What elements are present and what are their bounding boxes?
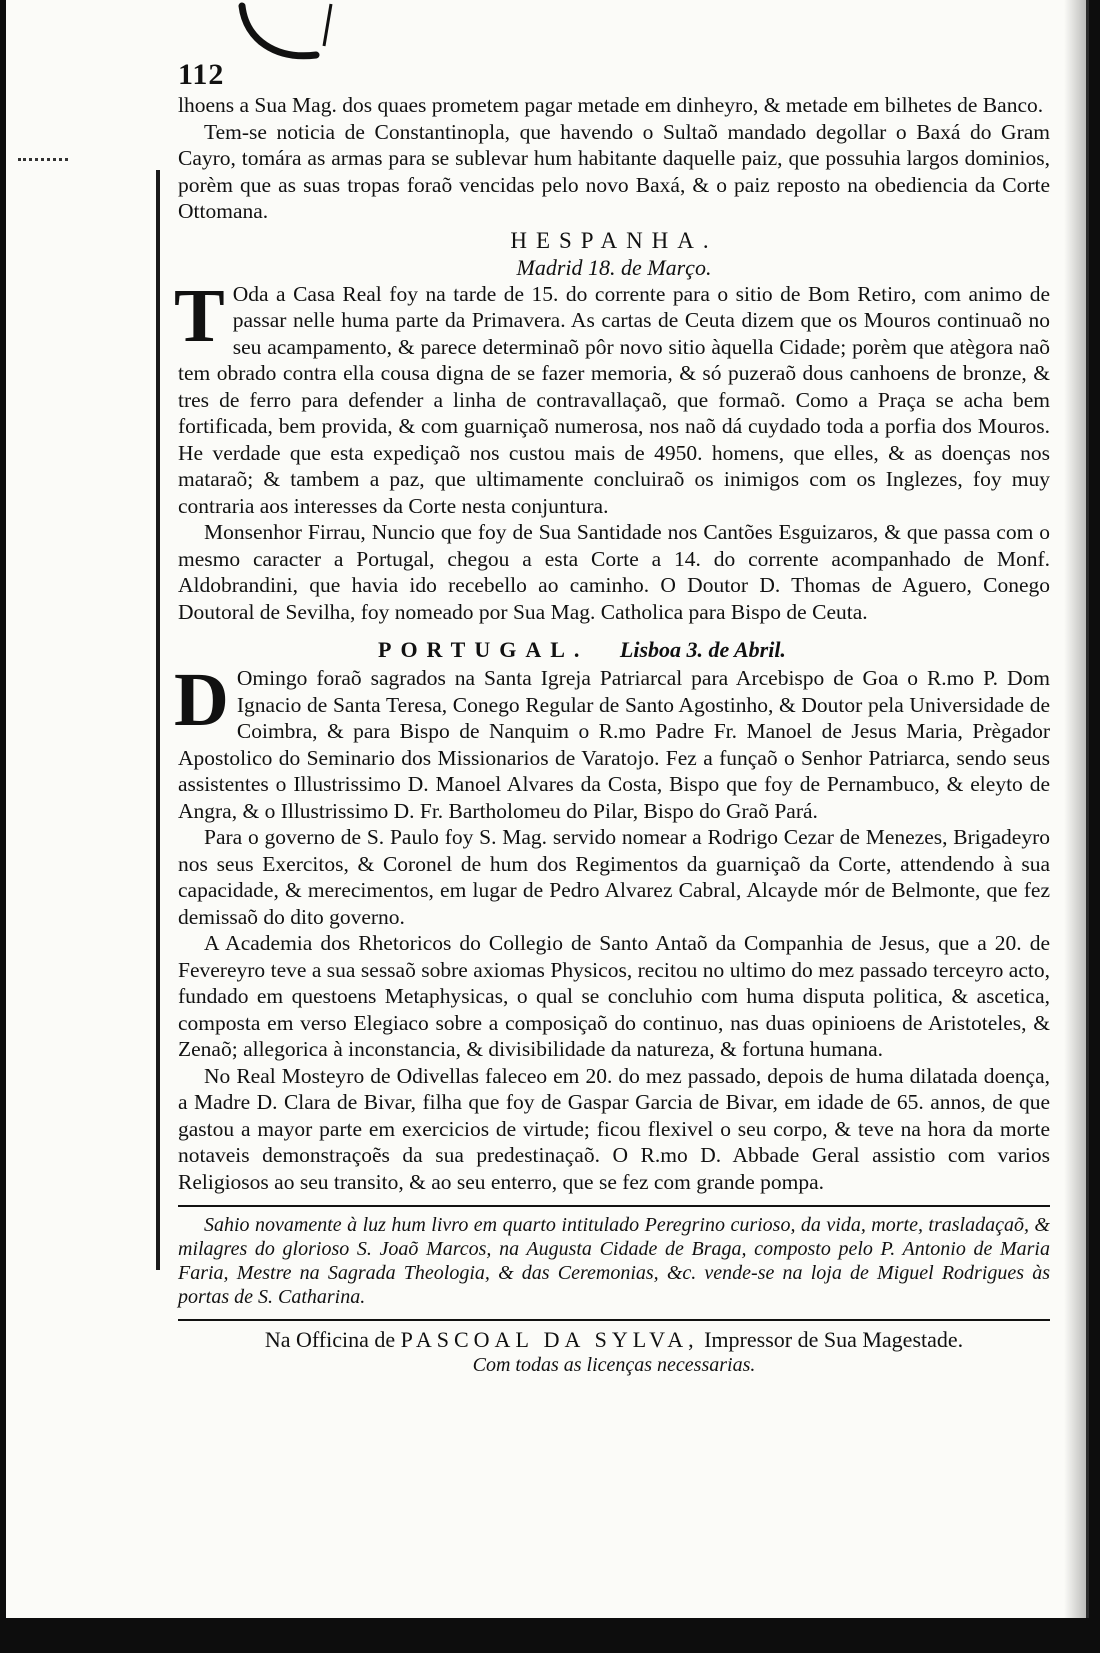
paragraph-portugal-2: Para o governo de S. Paulo foy S. Mag. servido nomear a Rodrigo Cezar de Menezes, Brigadeyro nos seus Exercitos, & Coronel de hum dos Regimentos da guarniçaõ da Corte, attendendo à sua capacidade, & merecimentos, em lugar de Pedro Alvarez Cabral, Alcayde mór de Belmonte, que fez demissaõ do dito governo. [178,825,1050,929]
scan-shadow [1064,0,1086,1618]
section-heading-row-portugal [178,635,1050,665]
section-heading-hespanha: HESPANHA. [510,227,718,253]
dropcap-t: T [174,273,225,358]
paragraph-portugal-1 [174,658,1050,824]
section-heading-portugal: PORTUGAL. [378,637,589,662]
newspaper-page [6,0,1089,1618]
paragraph-intro: lhoens a Sua Mag. dos quaes prometem pagar metade em dinheyro, & metade em bilhetes de Banco. [178,93,1044,117]
page-number: 112 [178,58,225,91]
dateline-lisboa: Lisboa 3. de Abril. [619,637,786,662]
margin-rule [156,170,160,1270]
imprint [178,1327,1050,1353]
divider-rule-2 [178,1319,1050,1321]
paragraph-portugal-1-text: Omingo foraõ sagrados na Santa Igreja Patriarcal para Arcebispo de Goa o R.mo P. Dom Ignacio de Santa Teresa, Conego Regular de Santo Agostinho, & Doutor pela Universidade de Coimbra, & para Bispo de Nanquim o R.mo Padre Fr. Manoel de Jesus Maria, Prègador Apostolico do Seminario dos Missionarios de Varatojo. Fez a funçaõ o Senhor Patriarca, sendo seus assistentes o Illustrissimo D. Manoel Alvares da Costa, Bispo que foy de Pernambuco, & eleyto de Angra, & o Illustrissimo D. Fr. Bartholomeu do Pilar, Bispo do Graõ Pará. [178,666,1050,823]
paragraph-constantinopla: Tem-se noticia de Constantinopla, que havendo o Sultaõ mandado degollar o Baxá do Gram Cayro, tomára as armas para se sublevar hum habitante daquelle paiz, que possuhia largos dominios, porèm que as suas tropas foraõ vencidas pelo novo Baxá, & o paiz reposto na obediencia da Corte Ottomana. [178,119,1050,223]
dateline-madrid: Madrid 18. de Março. [516,254,712,280]
imprint-prefix: Na Officina de [264,1327,396,1352]
paragraph-hespanha-1 [174,273,1050,520]
margin-mark [18,158,68,169]
paragraph-hespanha-1-text: Oda a Casa Real foy na tarde de 15. do corrente para o sitio de Bom Retiro, com animo de passar nelle huma parte da Primavera. As cartas de Ceuta dizem que os Mouros continuaõ no seu acampamento, & parece determinaõ pôr novo sitio àquella Cidade; porèm que atègora naõ tem obrado contra ella cousa digna de se fazer memoria, & só puzeraõ dous canhoens de bronze, & tres de ferro para defender a linha de contravallaçaõ, que formaõ. Como a Praça se acha bem fortificada, bem provida, & com guarniçaõ numerosa, nos naõ dá cuydado toda a porfia dos Mouros. He verdade que esta expediçaõ nos custou mais de 4950. homens, que elles, & as doenças nos mataraõ; & tambem a paz, que ultimamente concluiraõ os inimigos com os Inglezes, foy muy contraria aos interesses da Corte nesta conjuntura. [178,281,1050,518]
dropcap-d: D [174,658,229,742]
paragraph-hespanha-2: Monsenhor Firrau, Nuncio que foy de Sua Santidade nos Cantões Esguizaros, & que passa com o mesmo caracter a Portugal, chegou a esta Corte a 14. do corrente acompanhado de Monf. Aldobrandini, que havia ido recebello ao caminho. O Doutor D. Thomas de Aguero, Conego Doutoral de Sevilha, foy nomeado por Sua Mag. Catholica para Bispo de Ceuta. [178,520,1050,624]
imprint-suffix: Impressor de Sua Magestade. [704,1327,964,1352]
text-column [174,58,1050,1377]
divider-rule [178,1205,1050,1207]
licences-line: Com todas as licenças necessarias. [472,1354,756,1376]
book-notice: Sahio novamente à luz hum livro em quarto intitulado Peregrino curioso, da vida, morte, trasladaçaõ, & milagres do glorioso S. Joaõ Marcos, na Augusta Cidade de Braga, composto pelo P. Antonio de Maria Faria, Mestre na Sagrada Theologia, & das Ceremonias, &c. vende-se na loja de Miguel Rodrigues às portas de S. Catharina. [178,1214,1050,1308]
paragraph-portugal-4: No Real Mosteyro de Odivellas faleceo em 20. do mez passado, depois de huma dilatada doença, a Madre D. Clara de Bivar, filha que foy de Gaspar Garcia de Bivar, em idade de 65. annos, de que gastou a mayor parte em exercicios de virtude; ficou flexivel o seu corpo, & teve na hora da morte notaveis demonstraçoẽs da sua predestinaçaõ. O R.mo D. Abbade Geral assistio com varios Religiosos ao seu transito, & ao seu enterro, que se fez com grande pompa. [178,1063,1050,1194]
paragraph-portugal-3: A Academia dos Rhetoricos do Collegio de Santo Antaõ da Companhia de Jesus, que a 20. de Fevereyro teve a sua sessaõ sobre axiomas Physicos, recitou no ultimo do mez passado terceyro acto, fundado em questoens Metaphysicas, o qual se concluhio com huma disputa politica, & ascetica, composta em verso Elegiaco sobre a composiçaõ do continuo, nas duas opinioens de Aristoteles, & Zenaõ; allegorica à inconstancia, & divisibilidade da natureza, & fortuna humana. [178,931,1050,1061]
imprint-printer: PASCOAL DA SYLVA, [400,1327,699,1352]
